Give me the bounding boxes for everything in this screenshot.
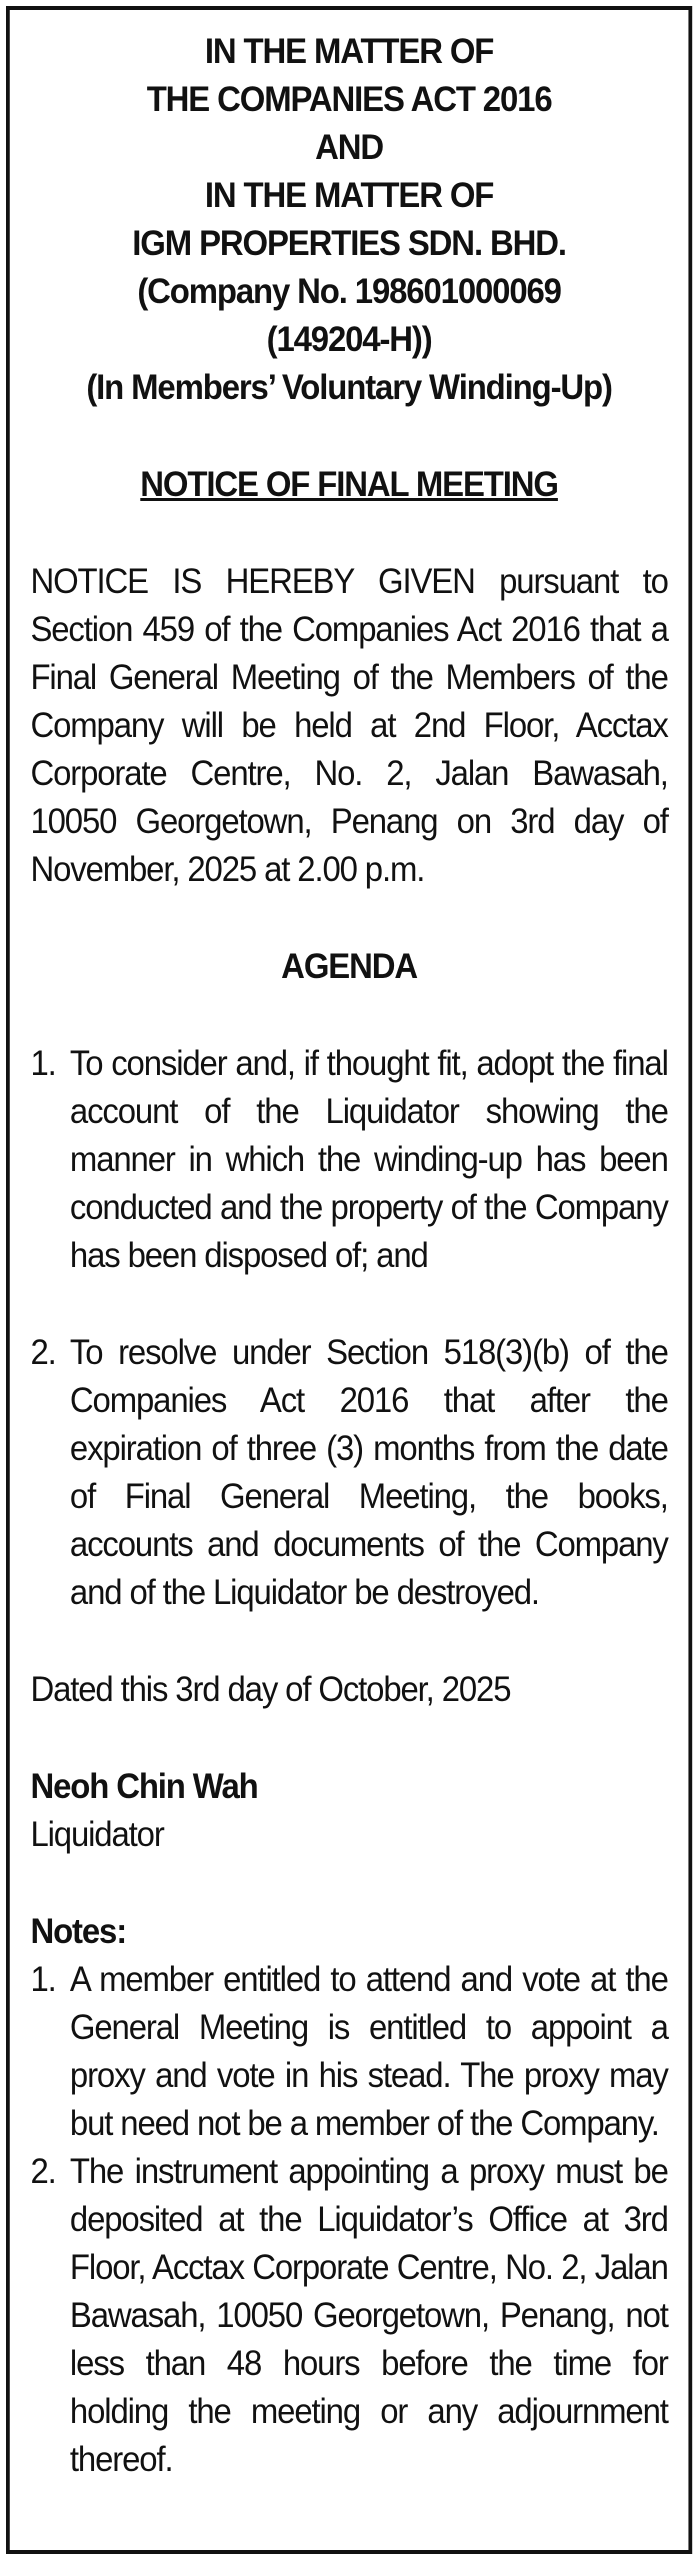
note-item: [30, 2148, 667, 2484]
heading-line: IN THE MATTER OF: [204, 32, 494, 71]
note-item-number: 2.: [30, 2152, 56, 2191]
dated-line: Dated this 3rd day of October, 2025: [30, 1670, 511, 1709]
heading-line: AND: [315, 128, 384, 167]
heading-line: (Company No. 198601000069: [137, 272, 561, 311]
notes-title: Notes:: [30, 1912, 127, 1951]
note-item-number: 1.: [30, 1960, 56, 1999]
heading-line: IGM PROPERTIES SDN. BHD.: [132, 224, 566, 263]
notice-body: NOTICE IS HEREBY GIVEN pursuant to Section 459 of the Companies Act 2016 that a Final General Meeting of the Members of the Company will be held at 2nd Floor, Acctax Corporate Centre, No. 2, Jalan Bawasah, 10050 Georgetown, Penang on 3rd day of November, 2025 at 2.00 p.m.: [30, 562, 668, 889]
agenda-item-text: To consider and, if thought fit, adopt the final account of the Liquidator showing the manner in which the winding-up has been conducted and the property of the Company has been disposed of; and: [69, 1044, 668, 1275]
notes-list: [30, 1956, 667, 2484]
agenda-title: AGENDA: [281, 947, 418, 986]
notice-frame: [6, 6, 692, 2554]
notice-heading: [30, 28, 667, 412]
agenda-item-number: 2.: [30, 1333, 56, 1372]
agenda-item: [30, 1329, 667, 1617]
signer-role: Liquidator: [30, 1815, 164, 1854]
heading-line: THE COMPANIES ACT 2016: [146, 80, 552, 119]
note-item-text: A member entitled to attend and vote at the General Meeting is entitled to appoint a proxy and vote in his stead. The proxy may but need not be a member of the Company.: [69, 1960, 668, 2143]
heading-line: IN THE MATTER OF: [204, 176, 494, 215]
note-item: [30, 1956, 667, 2148]
agenda-list: [30, 1040, 667, 1617]
agenda-item-number: 1.: [30, 1044, 56, 1083]
heading-line: (In Members’ Voluntary Winding-Up): [86, 368, 612, 407]
signer-name: Neoh Chin Wah: [30, 1767, 258, 1806]
notice-title: NOTICE OF FINAL MEETING: [140, 465, 558, 504]
note-item-text: The instrument appointing a proxy must be deposited at the Liquidator’s Office at 3rd Floor, Acctax Corporate Centre, No. 2, Jalan Bawasah, 10050 Georgetown, Penang, not less than 48 hours before the time for holding the meeting or any adjournment thereof.: [69, 2152, 668, 2479]
agenda-item: [30, 1040, 667, 1280]
agenda-item-text: To resolve under Section 518(3)(b) of the Companies Act 2016 that after the expiration of three (3) months from the date of Final General Meeting, the books, accounts and documents of the Company and of the Liquidator be destroyed.: [69, 1333, 668, 1612]
heading-line: (149204-H)): [266, 320, 432, 359]
